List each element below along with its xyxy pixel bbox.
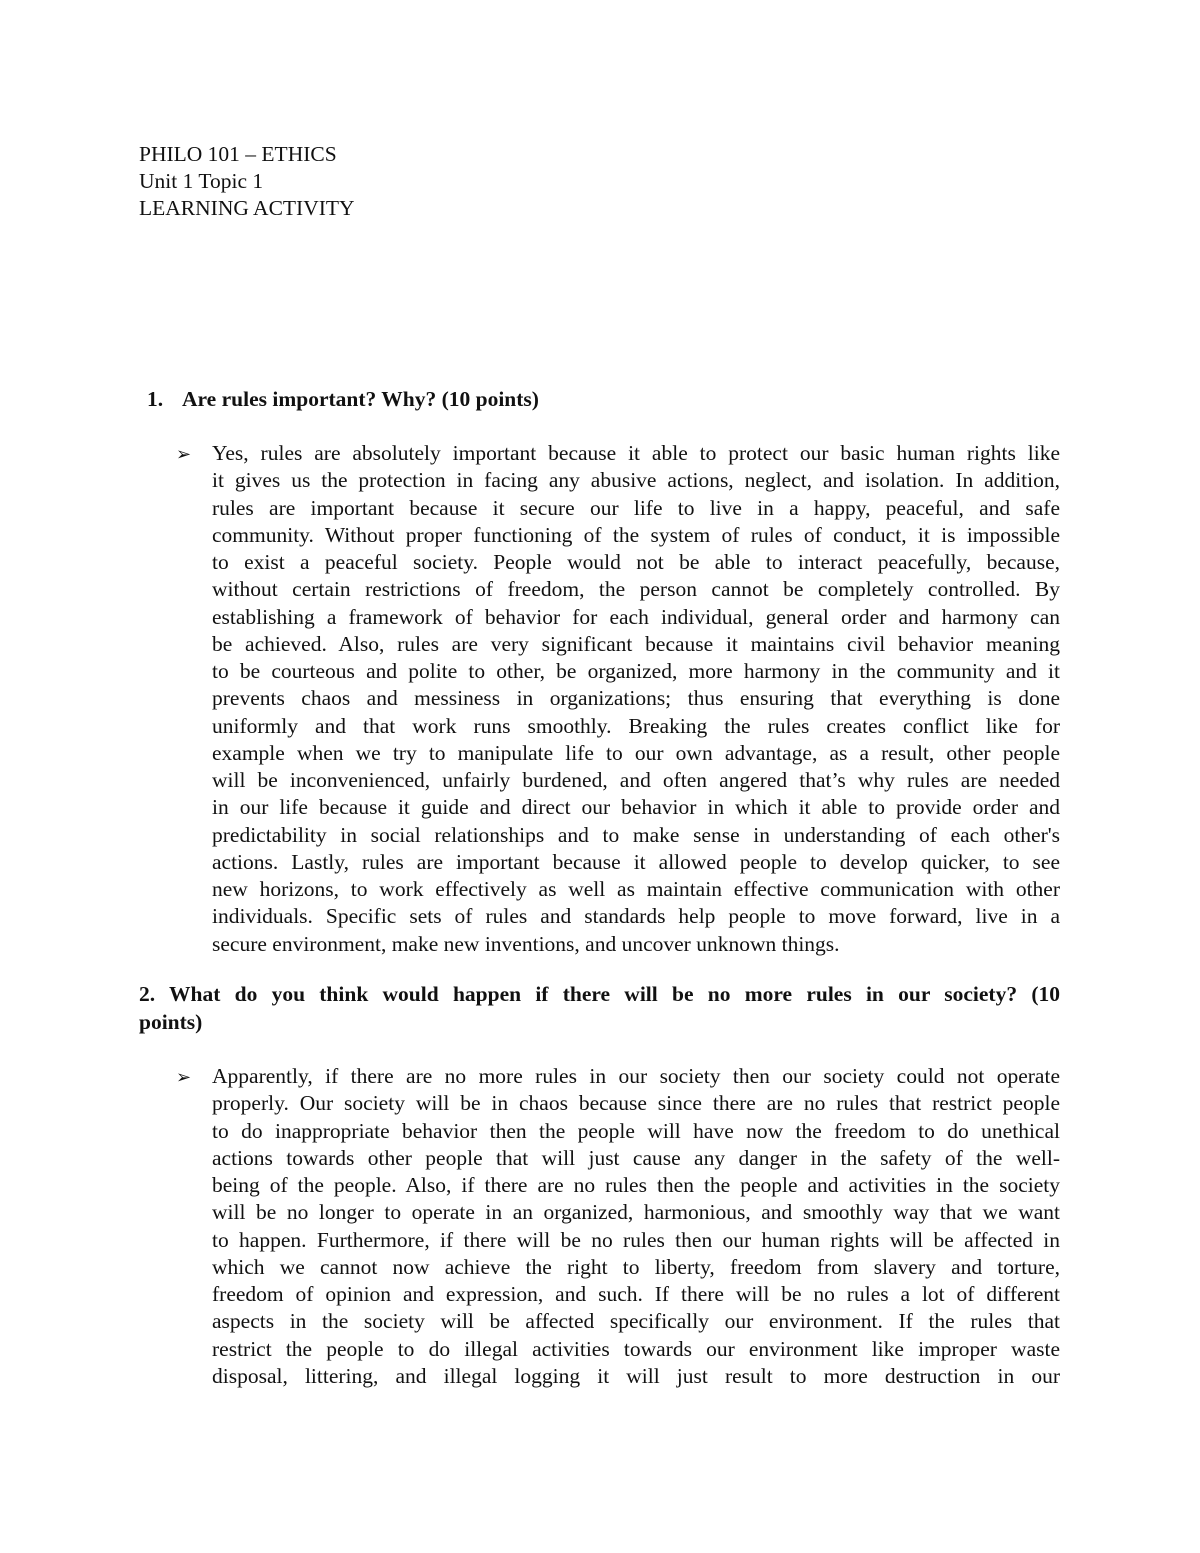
answer-2-line: actions towards other people that will just cause any danger in the safety of the well- (212, 1145, 1060, 1170)
answer-2-line: will be no longer to operate in an organized, harmonious, and smoothly way that we want (212, 1200, 1060, 1225)
answer-1-line: uniformly and that work runs smoothly. Breaking the rules creates conflict like for (212, 713, 1060, 738)
answer-1-line: to exist a peaceful society. People would not be able to interact peacefully, because, (212, 550, 1060, 574)
answer-2-line: restrict the people to do illegal activities towards our environment like improper waste (212, 1336, 1060, 1361)
unit-topic: Unit 1 Topic 1 (139, 169, 264, 193)
answer-2-line: which we cannot now achieve the right to liberty, freedom from slavery and torture, (212, 1254, 1060, 1279)
answer-1-line: will be inconvenienced, unfairly burdened, and often angered that’s why rules are needed (212, 768, 1060, 792)
question-1-number: 1. (147, 387, 164, 411)
answer-1-line: Yes, rules are absolutely important because it able to protect our basic human rights like (212, 441, 1060, 465)
question-2-line: 2. What do you think would happen if there will be no more rules in our society? (10 (139, 982, 1060, 1006)
answer-1-line: prevents chaos and messiness in organizations; thus ensuring that everything is done (212, 686, 1060, 711)
answer-2-line: to happen. Furthermore, if there will be no rules then our human rights will be affected in (212, 1227, 1060, 1252)
answer-1-line: rules are important because it secure our life to live in a happy, peaceful, and safe (212, 495, 1060, 520)
answer-1-line: individuals. Specific sets of rules and standards help people to move forward, live in a (212, 904, 1060, 929)
answer-1-line: be achieved. Also, rules are very significant because it maintains civil behavior meaning (212, 631, 1060, 656)
document-header (139, 141, 355, 222)
activity-title: LEARNING ACTIVITY (139, 196, 355, 220)
answer-1-line: predictability in social relationships and to make sense in understanding of each other's (212, 822, 1060, 847)
answer-1-line: in our life because it guide and direct our behavior in which it able to provide order and (212, 795, 1060, 820)
arrow-bullet-icon: ➢ (176, 444, 192, 464)
answer-1 (212, 440, 1060, 958)
course-title: PHILO 101 – ETHICS (139, 142, 337, 166)
question-1 (147, 386, 539, 413)
answer-1-line: establishing a framework of behavior for each individual, general order and harmony can (212, 604, 1060, 629)
answer-2-line: to do inappropriate behavior then the people will have now the freedom to do unethical (212, 1118, 1060, 1143)
answer-1-line: new horizons, to work effectively as well as maintain effective communication with other (212, 877, 1060, 901)
question-2-line: points) (139, 1009, 203, 1034)
answer-1-line: without certain restrictions of freedom, the person cannot be completely controlled. By (212, 577, 1060, 602)
arrow-bullet-icon: ➢ (176, 1067, 192, 1087)
answer-2-line: being of the people. Also, if there are no rules then the people and activities in the society (212, 1173, 1060, 1197)
answer-2-line: freedom of opinion and expression, and such. If there will be no rules a lot of different (212, 1282, 1060, 1306)
question-2 (139, 981, 1060, 1036)
answer-1-line: actions. Lastly, rules are important because it allowed people to develop quicker, to see (212, 849, 1060, 874)
answer-2-line: disposal, littering, and illegal logging it will just result to more destruction in our (212, 1363, 1060, 1388)
answer-1-line: secure environment, make new inventions, and uncover unknown things. (212, 931, 840, 956)
answer-2-line: Apparently, if there are no more rules in our society then our society could not operate (212, 1064, 1060, 1088)
answer-2-line: properly. Our society will be in chaos because since there are no rules that restrict people (212, 1091, 1060, 1116)
answer-1-line: example when we try to manipulate life to our own advantage, as a result, other people (212, 740, 1060, 765)
answer-1-line: it gives us the protection in facing any abusive actions, neglect, and isolation. In addition, (212, 468, 1060, 493)
answer-1-line: to be courteous and polite to other, be organized, more harmony in the community and it (212, 659, 1060, 683)
answer-2-line: aspects in the society will be affected specifically our environment. If the rules that (212, 1309, 1060, 1334)
question-1-text: Are rules important? Why? (10 points) (182, 387, 539, 411)
answer-2 (212, 1063, 1060, 1390)
answer-1-line: community. Without proper functioning of the system of rules of conduct, it is impossible (212, 522, 1060, 547)
